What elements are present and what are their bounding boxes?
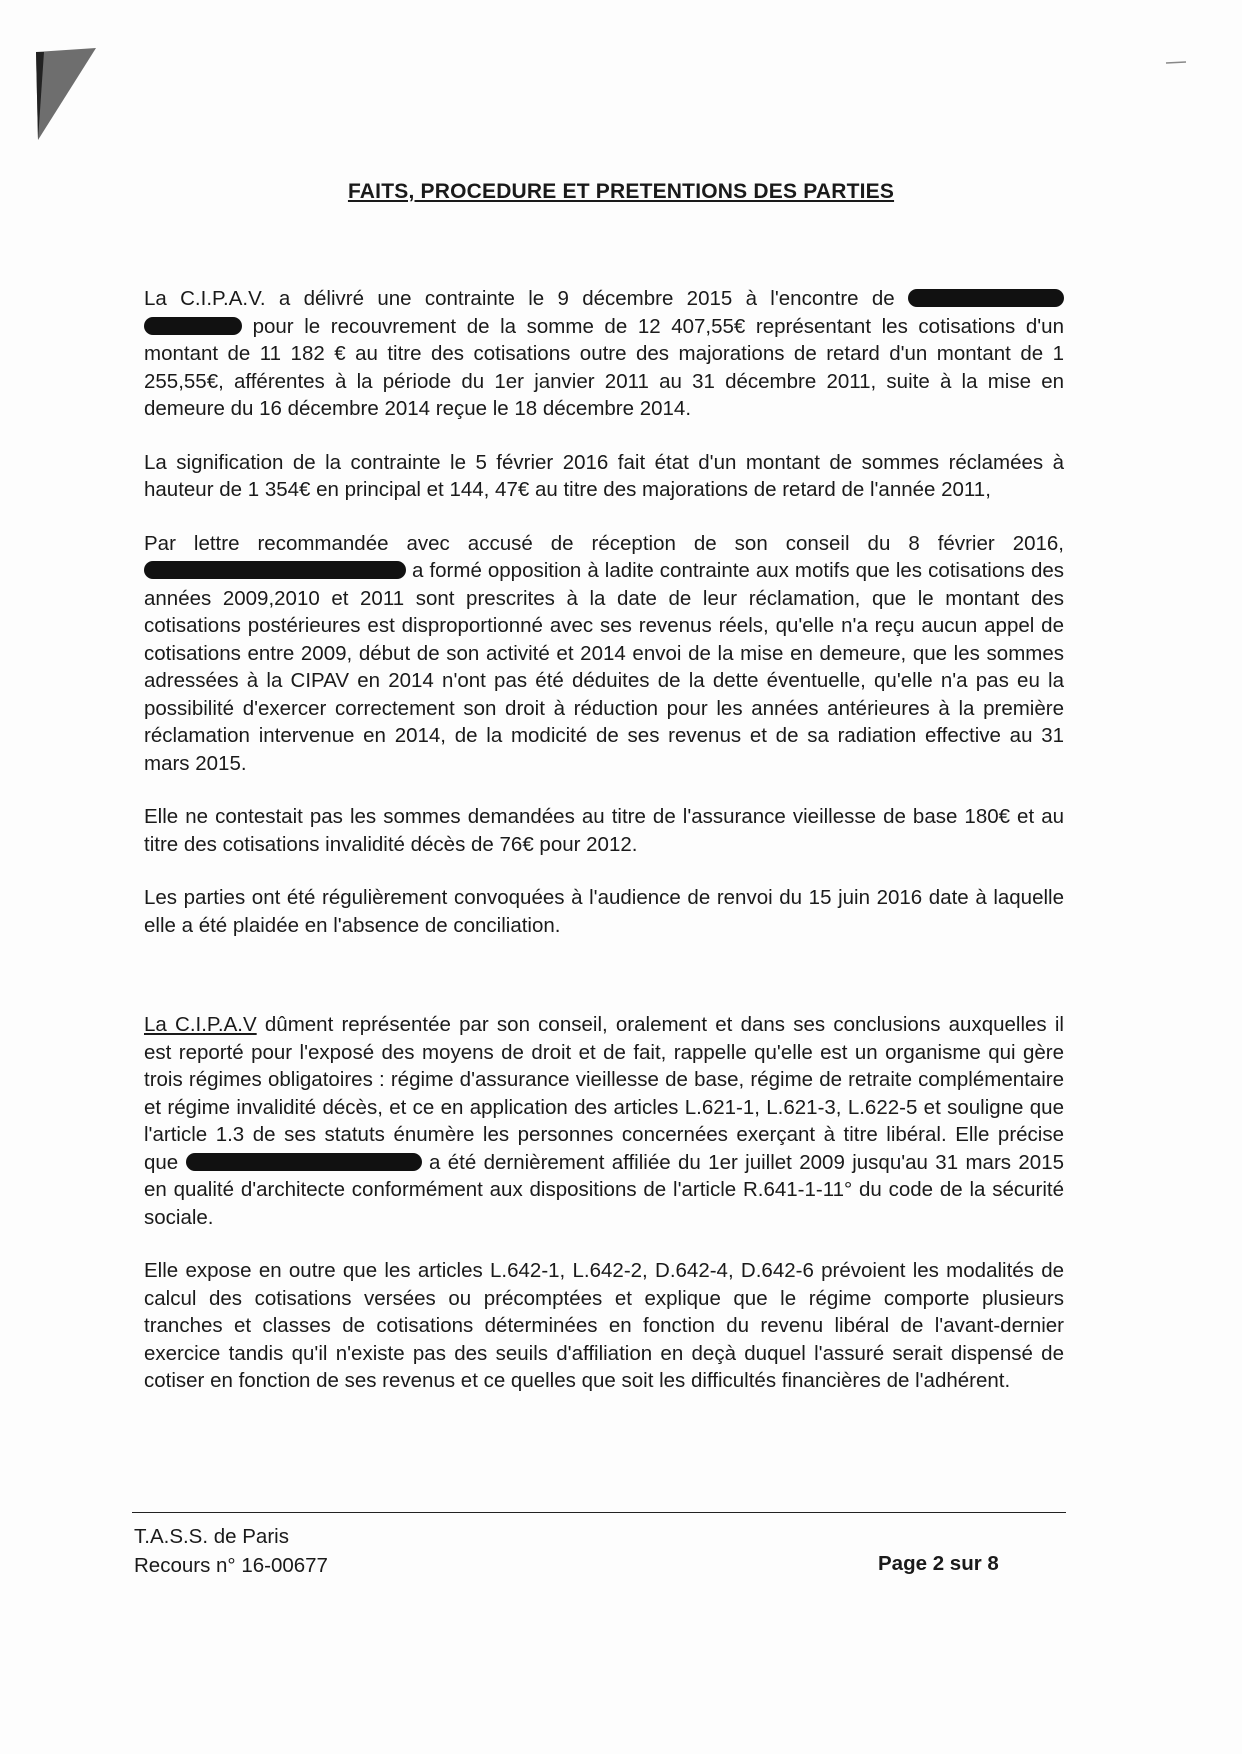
paragraph-4: Elle ne contestait pas les sommes demandées au titre de l'assurance vieillesse de base 180€ et au titre des cotisations invalidité décès de 76€ pour 2012. — [144, 805, 1064, 856]
redacted-name — [908, 289, 1064, 307]
paragraph-5: Les parties ont été régulièrement convoquées à l'audience de renvoi du 15 juin 2016 date à laquelle elle a été plaidée en l'absence de conciliation. — [144, 886, 1064, 937]
redacted-name — [186, 1153, 422, 1171]
section-title: FAITS, PROCEDURE ET PRETENTIONS DES PARTIES — [347, 180, 895, 203]
corner-fold-mark — [34, 48, 114, 158]
paragraph-7: Elle expose en outre que les articles L.642-1, L.642-2, D.642-4, D.642-6 prévoient les modalités de calcul des cotisations versées ou précomptées et explique que le régime comporte plusieurs tranches et classes de cotisations déterminées en fonction du revenu libéral de l'avant-dernier exercice tandis qu'il n'existe pas des seuils d'affiliation en deçà duquel l'assuré serait dispensé de cotiser en fonction de ses revenus et ce quelles que soit les difficultés financières de l'adhérent. — [144, 1259, 1064, 1392]
redacted-name — [144, 561, 406, 579]
document-body — [144, 285, 1064, 1421]
case-number: Recours n° 16-00677 — [134, 1554, 328, 1577]
footer-reference — [134, 1522, 328, 1580]
paragraph-3: Par lettre recommandée avec accusé de réception de son conseil du 8 février 2016, a formé opposition à ladite contrainte aux motifs que les cotisations des années 2009,2010 et 2011 sont prescrites à la date de leur réclamation, que le montant des cotisations postérieures est disproportionné avec ses revenus réels, qu'elle n'a reçu aucun appel de cotisations entre 2009, début de son activité et 2014 envoi de la mise en demeure, que les sommes adressées à la CIPAV en 2014 n'ont pas été déduites de la dette éventuelle, qu'elle n'a pas eu la possibilité d'exercer correctement son droit à réduction pour les années antérieures à la première réclamation intervenue en 2014, de la modicité de ses revenus et de sa radiation effective au 31 mars 2015. — [144, 531, 1064, 775]
court-name: T.A.S.S. de Paris — [134, 1525, 289, 1548]
scan-mark — [1164, 60, 1188, 68]
paragraph-1: La C.I.P.A.V. a délivré une contrainte le 9 décembre 2015 à l'encontre de pour le recouvrement de la somme de 12 407,55€ représentant les cotisations d'un montant de 11 182 € au titre des cotisations outre des majorations de retard d'un montant de 1 255,55€, afférentes à la période du 1er janvier 2011 au 31 décembre 2011, suite à la mise en demeure du 16 décembre 2014 reçue le 18 décembre 2014. — [144, 287, 1064, 420]
footer-divider — [132, 1512, 1066, 1513]
paragraph-6: La C.I.P.A.V dûment représentée par son conseil, oralement et dans ses conclusions auxquelles il est reporté pour l'exposé des moyens de droit et de fait, rappelle qu'elle est un organisme qui gère trois régimes obligatoires : régime d'assurance vieillesse de base, régime de retraite complémentaire et régime invalidité décès, et ce en application des articles L.621-1, L.621-3, L.622-5 et souligne que l'article 1.3 de ses statuts énumère les personnes concernées exerçant à titre libéral. Elle précise que a été dernièrement affiliée du 1er juillet 2009 jusqu'au 31 mars 2015 en qualité d'architecte conformément aux dispositions de l'article R.641-1-11° du code de la sécurité sociale. — [144, 1013, 1064, 1229]
page-number: Page 2 sur 8 — [878, 1552, 999, 1575]
paragraph-2: La signification de la contrainte le 5 février 2016 fait état d'un montant de sommes réclamées à hauteur de 1 354€ en principal et 144, 47€ au titre des majorations de retard de l'année 2011, — [144, 450, 1064, 501]
redacted-name — [144, 317, 242, 335]
